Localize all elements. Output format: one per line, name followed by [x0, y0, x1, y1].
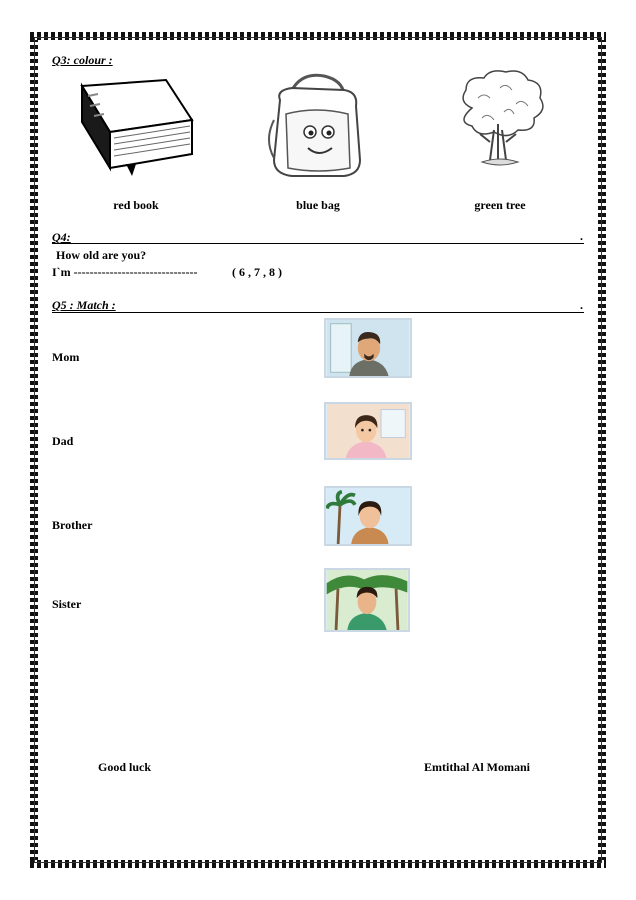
match-word-mom: Mom — [52, 350, 80, 364]
man-portrait — [324, 318, 412, 378]
tree-icon — [452, 68, 548, 176]
backpack-icon — [262, 70, 372, 182]
q5-heading: Q5 : Match : — [52, 298, 116, 312]
footer-good-luck: Good luck — [98, 760, 152, 774]
match-word-brother: Brother — [52, 518, 93, 532]
match-word-dad: Dad — [52, 434, 74, 448]
book-icon — [74, 76, 198, 176]
q5-end-mark: . — [580, 298, 583, 312]
q4-end-mark: . — [580, 229, 583, 243]
footer-author: Emtithal Al Momani — [424, 760, 531, 774]
match-word-sister: Sister — [52, 597, 82, 611]
q4-underline — [52, 243, 584, 244]
q3-heading: Q3: colour : — [52, 53, 113, 67]
boy-portrait — [324, 568, 410, 632]
q5-underline — [52, 312, 584, 313]
q4-heading: Q4: — [52, 230, 71, 244]
caption-blue-bag: blue bag — [296, 198, 340, 212]
caption-green-tree: green tree — [474, 198, 526, 212]
girl-portrait — [324, 402, 412, 460]
woman-portrait — [324, 486, 412, 546]
q4-question: How old are you? — [56, 248, 147, 262]
caption-red-book: red book — [113, 198, 159, 212]
q4-answer-line: I`m ------------------------------- — [52, 265, 198, 279]
q4-options: ( 6 , 7 , 8 ) — [232, 265, 282, 279]
